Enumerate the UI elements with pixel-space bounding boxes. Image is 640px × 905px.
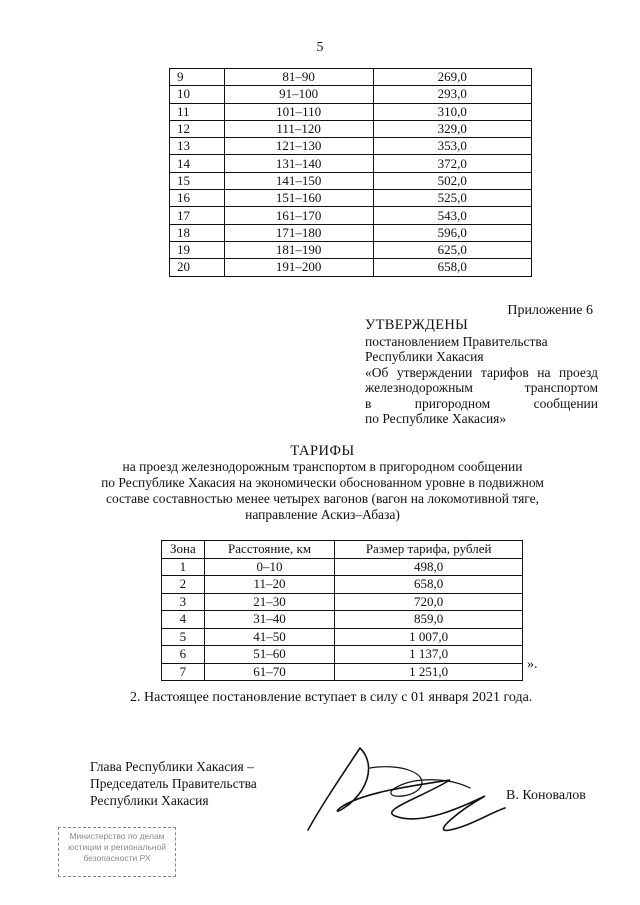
tariff-table-body bbox=[170, 69, 532, 277]
closing-quote: ». bbox=[527, 657, 538, 672]
table-cell: 498,0 bbox=[335, 558, 523, 576]
table-cell: 141–150 bbox=[224, 172, 373, 189]
table-row bbox=[170, 172, 532, 189]
table-cell: 31–40 bbox=[204, 611, 334, 629]
table-cell: 61–70 bbox=[204, 663, 334, 681]
table-cell: 2 bbox=[162, 576, 205, 594]
table-cell: 13 bbox=[170, 138, 225, 155]
table-cell: 5 bbox=[162, 628, 205, 646]
table-cell: 19 bbox=[170, 241, 225, 258]
table-cell: 625,0 bbox=[373, 241, 531, 258]
stamp-line-1: Министерство по делам bbox=[69, 831, 165, 841]
table-cell: 4 bbox=[162, 611, 205, 629]
table-cell: 12 bbox=[170, 120, 225, 137]
signatory-line-3: Республики Хакасия bbox=[90, 793, 209, 808]
table-cell: 171–180 bbox=[224, 224, 373, 241]
tariff-title-line-3: составе составностью менее четырех вагонов (вагон на локомотивной тяге, bbox=[105, 491, 540, 506]
table-cell: 658,0 bbox=[335, 576, 523, 594]
table-cell: 181–190 bbox=[224, 241, 373, 258]
signatory-name: В. Коновалов bbox=[506, 788, 586, 803]
table-row bbox=[170, 241, 532, 258]
table-row bbox=[170, 155, 532, 172]
table-row bbox=[170, 120, 532, 137]
table-cell: 191–200 bbox=[224, 259, 373, 276]
table-cell: 859,0 bbox=[335, 611, 523, 629]
table-cell: 502,0 bbox=[373, 172, 531, 189]
table-cell: 15 bbox=[170, 172, 225, 189]
table-cell: 101–110 bbox=[224, 103, 373, 120]
signatory-line-2: Председатель Правительства bbox=[90, 776, 257, 791]
table-row bbox=[170, 69, 532, 86]
table-cell: 51–60 bbox=[204, 646, 334, 664]
stamp-line-2: юстиции и региональной bbox=[67, 842, 167, 852]
table-cell: 1 bbox=[162, 558, 205, 576]
zone-tariff-body bbox=[162, 558, 523, 681]
table-cell: 11 bbox=[170, 103, 225, 120]
table-row bbox=[170, 190, 532, 207]
approval-block bbox=[365, 318, 598, 427]
approved-line-6: по Республике Хакасия» bbox=[365, 411, 507, 426]
appendix-label: Приложение 6 bbox=[507, 303, 593, 318]
stamp-line-3: безопасности РХ bbox=[83, 853, 151, 863]
table-row bbox=[170, 207, 532, 224]
table-cell: 16 bbox=[170, 190, 225, 207]
tariff-title-line-4: направление Аскиз–Абаза) bbox=[245, 507, 400, 522]
table-cell: 10 bbox=[170, 86, 225, 103]
header-distance: Расстояние, км bbox=[204, 541, 334, 559]
header-tariff: Размер тарифа, рублей bbox=[335, 541, 523, 559]
table-cell: 6 bbox=[162, 646, 205, 664]
table-cell: 18 bbox=[170, 224, 225, 241]
table-row bbox=[170, 224, 532, 241]
table-cell: 17 bbox=[170, 207, 225, 224]
table-cell: 14 bbox=[170, 155, 225, 172]
table-cell: 41–50 bbox=[204, 628, 334, 646]
tariff-table-continued bbox=[169, 68, 532, 277]
table-cell: 525,0 bbox=[373, 190, 531, 207]
approved-line-1: постановлением Правительства bbox=[365, 333, 548, 349]
table-cell: 131–140 bbox=[224, 155, 373, 172]
table-cell: 1 137,0 bbox=[335, 646, 523, 664]
tariff-heading: ТАРИФЫ bbox=[290, 443, 355, 459]
table-row bbox=[170, 86, 532, 103]
table-cell: 353,0 bbox=[373, 138, 531, 155]
header-zone: Зона bbox=[162, 541, 205, 559]
table-cell: 310,0 bbox=[373, 103, 531, 120]
table-cell: 293,0 bbox=[373, 86, 531, 103]
table-row bbox=[162, 663, 523, 681]
handwritten-signature bbox=[300, 738, 510, 838]
zone-tariff-table bbox=[161, 540, 523, 681]
signatory-title bbox=[90, 758, 257, 809]
table-cell: 7 bbox=[162, 663, 205, 681]
approved-line-5: в пригородном сообщении bbox=[365, 395, 598, 411]
table-row bbox=[162, 576, 523, 594]
table-cell: 121–130 bbox=[224, 138, 373, 155]
table-cell: 151–160 bbox=[224, 190, 373, 207]
table-row bbox=[162, 646, 523, 664]
page-number: 5 bbox=[316, 40, 324, 55]
table-cell: 91–100 bbox=[224, 86, 373, 103]
table-row bbox=[162, 593, 523, 611]
approved-line-3: «Об утверждении тарифов на проезд bbox=[365, 364, 598, 380]
signatory-line-1: Глава Республики Хакасия – bbox=[90, 759, 254, 774]
approved-line-4: железнодорожным транспортом bbox=[365, 380, 598, 395]
table-row bbox=[170, 259, 532, 276]
approved-line-2: Республики Хакасия bbox=[365, 349, 484, 364]
table-cell: 161–170 bbox=[224, 207, 373, 224]
table-cell: 21–30 bbox=[204, 593, 334, 611]
table-cell: 372,0 bbox=[373, 155, 531, 172]
table-cell: 3 bbox=[162, 593, 205, 611]
table-cell: 111–120 bbox=[224, 120, 373, 137]
approved-heading: УТВЕРЖДЕНЫ bbox=[365, 317, 469, 333]
table-cell: 1 251,0 bbox=[335, 663, 523, 681]
table-cell: 11–20 bbox=[204, 576, 334, 594]
table-cell: 1 007,0 bbox=[335, 628, 523, 646]
table-cell: 269,0 bbox=[373, 69, 531, 86]
table-row bbox=[170, 103, 532, 120]
table-cell: 543,0 bbox=[373, 207, 531, 224]
table-cell: 720,0 bbox=[335, 593, 523, 611]
effective-date-paragraph: 2. Настоящее постановление вступает в силу с 01 января 2021 года. bbox=[130, 690, 533, 705]
registration-stamp bbox=[58, 827, 176, 877]
table-cell: 329,0 bbox=[373, 120, 531, 137]
table-cell: 596,0 bbox=[373, 224, 531, 241]
tariff-title-block bbox=[80, 443, 565, 523]
tariff-title-line-1: на проезд железнодорожным транспортом в пригородном сообщении bbox=[122, 459, 523, 474]
table-row bbox=[162, 558, 523, 576]
tariff-title-line-2: по Республике Хакасия на экономически обоснованном уровне в подвижном bbox=[101, 475, 544, 490]
table-cell: 81–90 bbox=[224, 69, 373, 86]
table-cell: 9 bbox=[170, 69, 225, 86]
table-cell: 20 bbox=[170, 259, 225, 276]
table-cell: 658,0 bbox=[373, 259, 531, 276]
table-row bbox=[162, 611, 523, 629]
table-row bbox=[170, 138, 532, 155]
table-row bbox=[162, 628, 523, 646]
table-cell: 0–10 bbox=[204, 558, 334, 576]
table-header-row bbox=[162, 541, 523, 559]
